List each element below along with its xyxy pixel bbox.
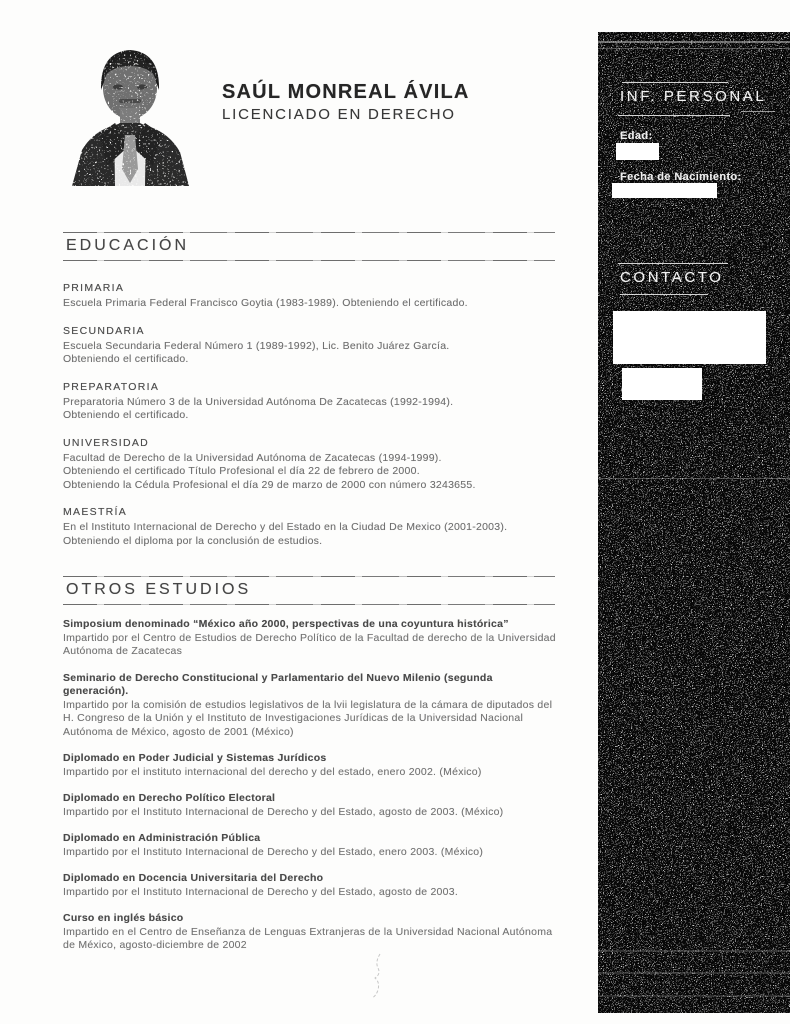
education-entry-text: Obteniendo la Cédula Profesional el día 29 de marzo de 2000 con número 3243655. — [63, 478, 476, 491]
education-entry — [63, 282, 560, 311]
education-entry — [63, 381, 560, 423]
study-title: Diplomado en Docencia Universitaria del Derecho — [63, 872, 324, 884]
education-entry — [63, 325, 560, 367]
study-entry — [63, 618, 560, 659]
education-level-label: PRIMARIA — [63, 282, 125, 294]
education-entry-text: En el Instituto Internacional de Derecho y del Estado en la Ciudad De Mexico (2001-2003). — [63, 521, 508, 533]
education-level-label: SECUNDARIA — [63, 324, 145, 337]
education-entry — [63, 506, 560, 548]
contact-heading: CONTACTO — [620, 269, 724, 286]
personal-info-heading: INF. PERSONAL — [620, 88, 767, 105]
redacted-birthdate-value — [612, 183, 717, 198]
section-rule — [63, 260, 555, 261]
education-heading: EDUCACIÓN — [66, 237, 190, 254]
study-description: Impartido por el Centro de Estudios de Derecho Político de la Facultad de derecho de la Universidad Autónoma de Zacatecas — [63, 631, 556, 657]
study-description: Impartido por el Instituto Internacional de Derecho y del Estado, agosto de 2003. (México) — [63, 805, 504, 818]
study-entry — [63, 752, 560, 779]
study-description: Impartido en el Centro de Enseñanza de Lenguas Extranjeras de la Universidad Nacional Autónoma de México, agosto-diciembre de 2002 — [63, 925, 553, 951]
education-entry-text: Preparatoria Número 3 de la Universidad Autónoma De Zacatecas (1992-1994). — [63, 395, 454, 408]
heading-rule — [618, 115, 730, 116]
education-level-label: PREPARATORIA — [63, 380, 160, 393]
education-entry-text: Obteniendo el certificado. — [63, 353, 189, 365]
heading-rule — [620, 294, 708, 295]
study-title: Diplomado en Derecho Político Electoral — [63, 792, 276, 804]
portrait-photo — [70, 38, 190, 186]
education-entry-text: Obteniendo el diploma por la conclusión de estudios. — [63, 534, 323, 547]
study-description: Impartido por el instituto internacional del derecho y del estado, enero 2002. (México) — [63, 765, 482, 778]
heading-rule — [618, 263, 728, 264]
study-description: Impartido por el Instituto Internacional de Derecho y del Estado, enero 2003. (México) — [63, 845, 484, 858]
study-entry — [63, 792, 560, 819]
study-title: Diplomado en Administración Pública — [63, 832, 261, 844]
study-entry — [63, 912, 560, 953]
study-title: Simposium denominado “México año 2000, perspectivas de una coyuntura histórica” — [63, 618, 509, 630]
study-title: Diplomado en Poder Judicial y Sistemas Jurídicos — [63, 752, 327, 764]
study-entry — [63, 872, 560, 899]
person-title: LICENCIADO EN DERECHO — [222, 106, 456, 123]
person-name: SAÚL MONREAL ÁVILA — [222, 81, 470, 103]
education-entry-text: Facultad de Derecho de la Universidad Autónoma de Zacatecas (1994-1999). — [63, 451, 442, 464]
study-title: Seminario de Derecho Constitucional y Parlamentario del Nuevo Milenio (segunda generación). — [63, 671, 493, 697]
scan-artifact-mark — [366, 952, 388, 1000]
heading-rule — [622, 82, 728, 83]
study-entry — [63, 832, 560, 859]
education-entry-text: Escuela Primaria Federal Francisco Goytia (1983-1989). Obteniendo el certificado. — [63, 297, 468, 309]
other-studies-heading: OTROS ESTUDIOS — [66, 581, 252, 598]
education-entry — [63, 437, 560, 493]
study-title: Curso en inglés básico — [63, 912, 184, 924]
main-content — [63, 232, 560, 953]
redacted-contact-block — [622, 368, 702, 400]
education-level-label: MAESTRÍA — [63, 506, 128, 518]
redacted-age-value — [616, 143, 659, 160]
education-level-label: UNIVERSIDAD — [63, 436, 150, 449]
education-entry-text: Obteniendo el certificado Título Profesional el día 22 de febrero de 2000. — [63, 465, 420, 477]
birthdate-label: Fecha de Nacimiento: — [620, 171, 742, 183]
education-entry-text: Obteniendo el certificado. — [63, 409, 189, 421]
study-description: Impartido por el Instituto Internacional de Derecho y del Estado, agosto de 2003. — [63, 885, 458, 898]
education-entry-text: Escuela Secundaria Federal Número 1 (1989-1992), Lic. Benito Juárez García. — [63, 339, 450, 352]
age-label: Edad: — [620, 130, 653, 142]
heading-rule — [741, 111, 775, 112]
study-description: Impartido por la comisión de estudios legislativos de la lvii legislatura de la cámara de diputados del H. Congreso de la Unión y el Instituto de Investigaciones Jurídicas de la Universidad Nacional Autónoma de México, agosto de 2001 (México) — [63, 698, 553, 738]
section-rule — [63, 604, 555, 605]
other-studies-section — [63, 576, 560, 605]
personal-info-sidebar — [598, 32, 790, 1013]
redacted-contact-block — [613, 311, 766, 364]
study-entry — [63, 672, 560, 740]
